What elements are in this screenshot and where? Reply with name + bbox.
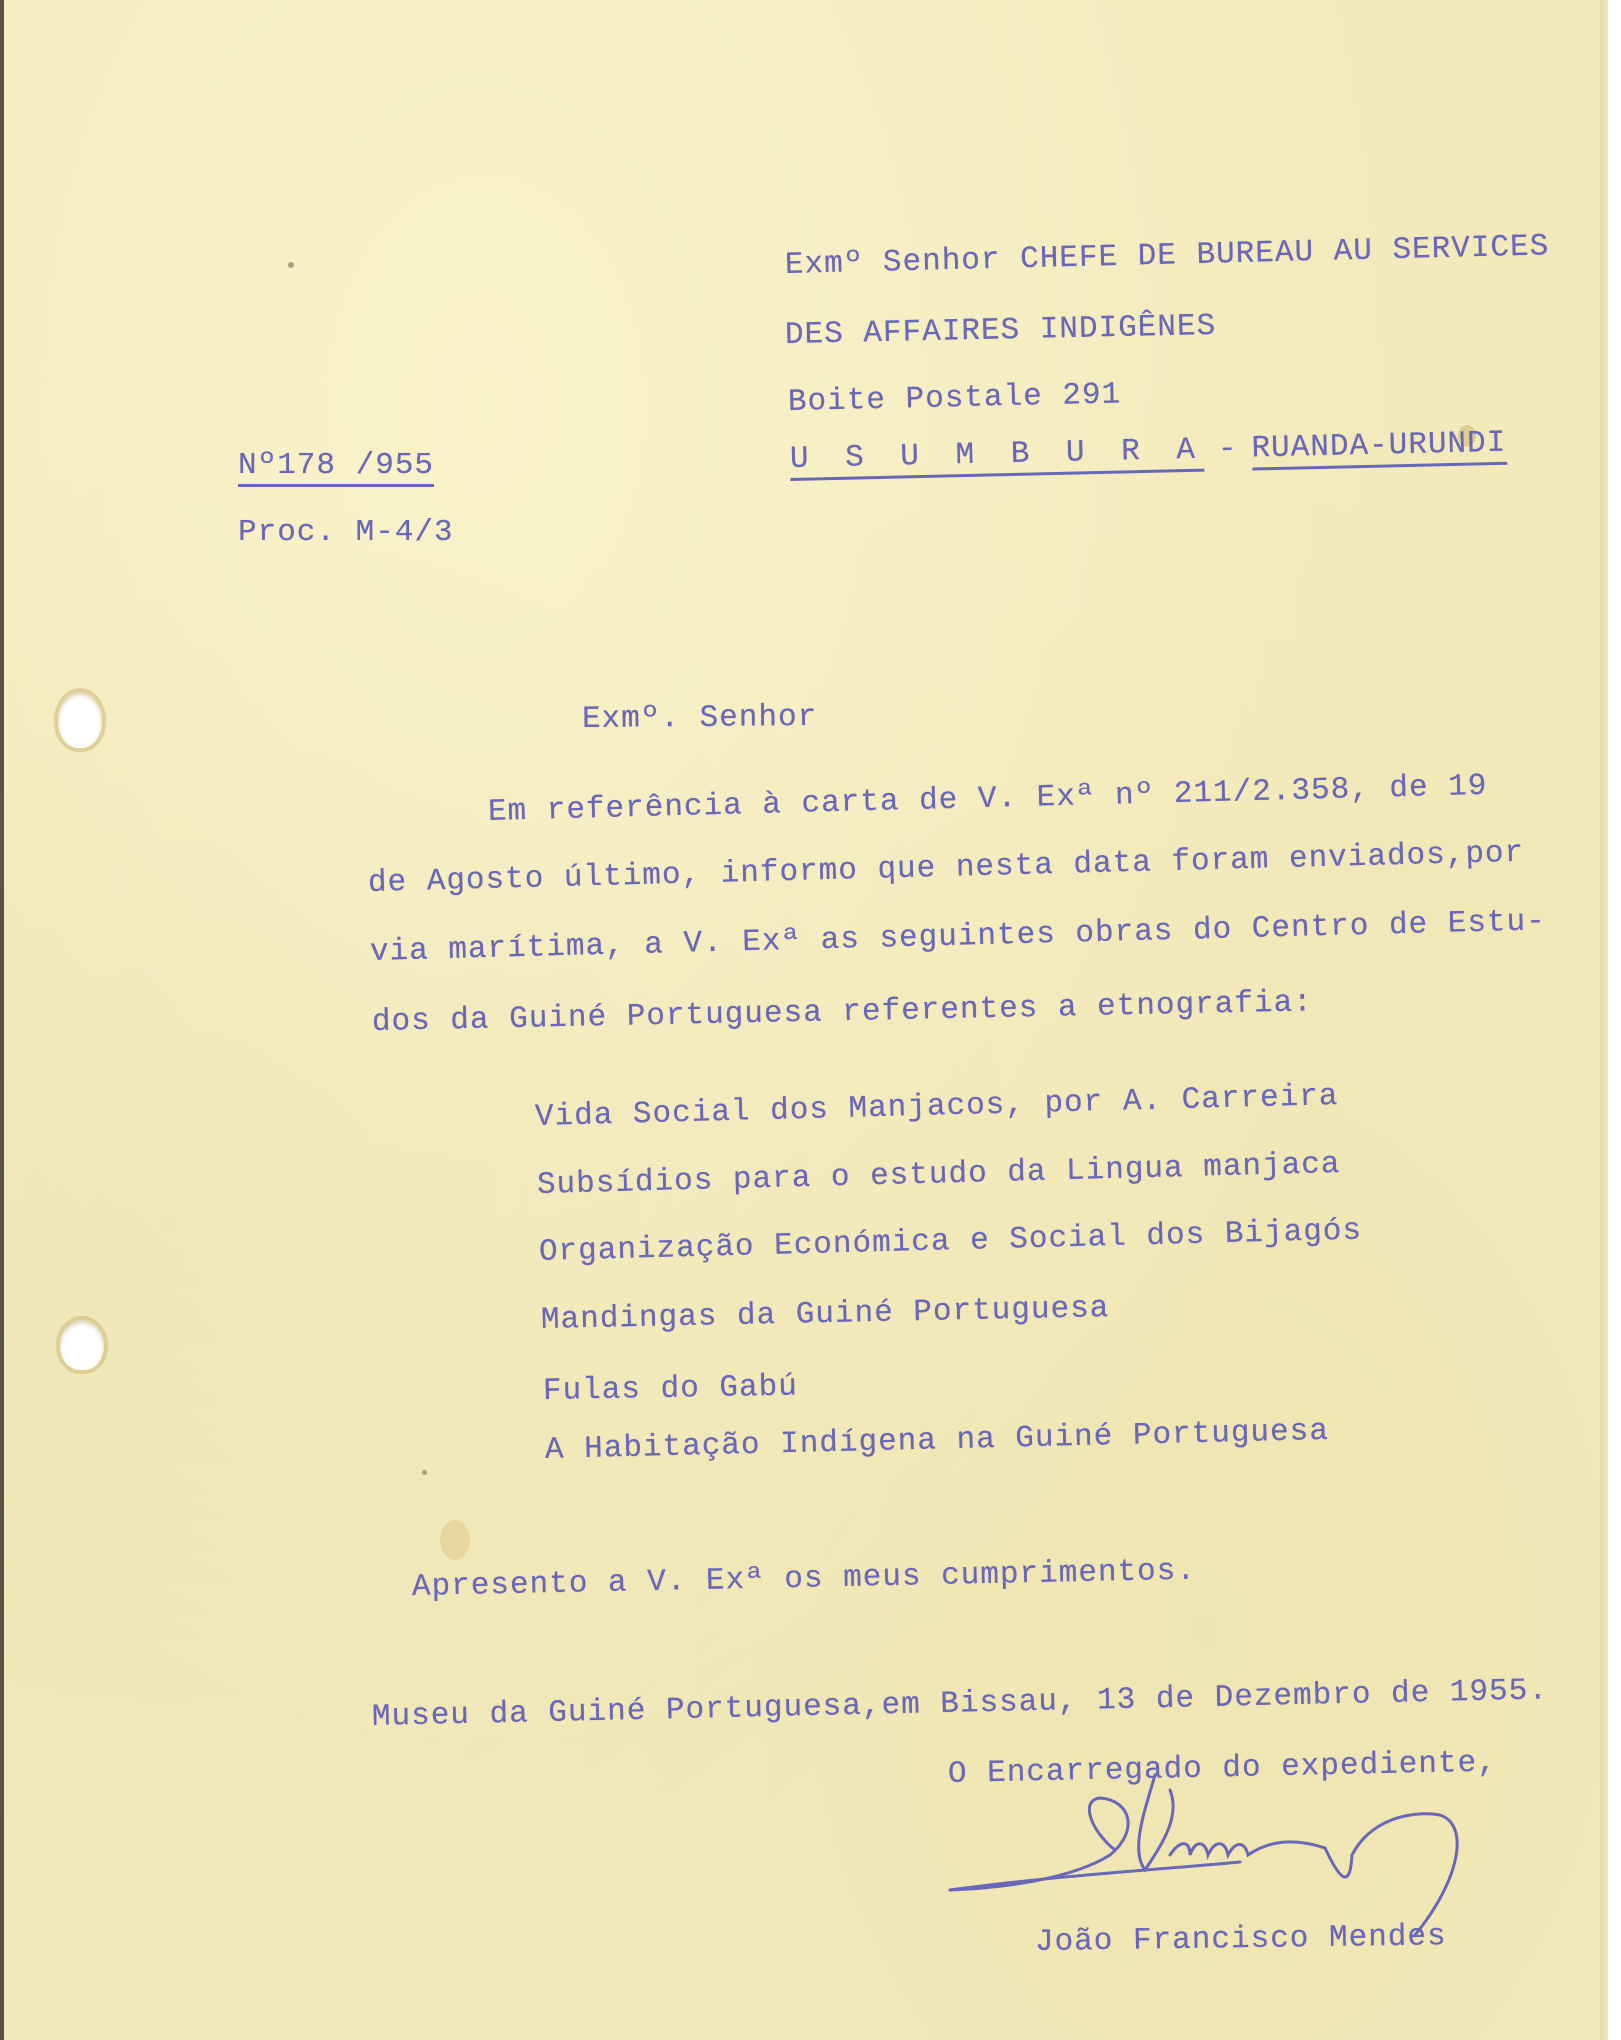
speck xyxy=(288,262,294,268)
work-item: Vida Social dos Manjacos, por A. Carreira xyxy=(534,1078,1339,1135)
salutation: Exmº. Senhor xyxy=(581,699,818,737)
stain xyxy=(440,1520,470,1560)
body-line-1: Em referência à carta de V. Exª nº 211/2.358, de 19 xyxy=(487,768,1488,830)
work-item: Mandingas da Guiné Portuguesa xyxy=(540,1291,1110,1338)
addressee-separator: - xyxy=(1217,431,1238,468)
punch-hole-top xyxy=(58,692,102,748)
closing-line: Apresento a V. Exª os meus cumprimentos. xyxy=(411,1553,1197,1605)
signatory-title: O Encarregado do expediente, xyxy=(947,1745,1498,1792)
punch-hole-bottom xyxy=(60,1320,104,1370)
work-item: A Habitação Indígena na Guiné Portuguesa xyxy=(544,1413,1330,1468)
work-item: Subsídios para o estudo da Lingua manjaca xyxy=(536,1146,1341,1203)
addressee-line-1: Exmº Senhor CHEFE DE BUREAU AU SERVICES xyxy=(784,229,1550,283)
work-item: Organização Económica e Social dos Bijagós xyxy=(538,1213,1363,1270)
addressee-line-2: DES AFFAIRES INDIGÊNES xyxy=(784,308,1217,353)
signatory-name: João Francisco Mendes xyxy=(1034,1919,1447,1960)
reference-number: Nº178 /955 xyxy=(238,448,434,487)
addressee-city: U S U M B U R A xyxy=(790,433,1205,481)
place-date: Museu da Guiné Portuguesa,em Bissau, 13 de Dezembro de 1955. xyxy=(371,1673,1549,1735)
process-number: Proc. M-4/3 xyxy=(238,515,454,550)
addressee-region: RUANDA-URUNDI xyxy=(1251,426,1507,471)
work-item: Fulas do Gabú xyxy=(542,1369,799,1409)
speck xyxy=(422,1470,427,1475)
addressee-line-3: Boite Postale 291 xyxy=(787,377,1122,420)
paper-edge xyxy=(1600,0,1608,2040)
body-line-2: de Agosto último, informo que nesta data foram enviados,por xyxy=(367,835,1525,901)
body-line-4: dos da Guiné Portuguesa referentes a etnografia: xyxy=(371,985,1314,1040)
body-line-3: via marítima, a V. Exª as seguintes obras do Centro de Estu- xyxy=(369,904,1547,970)
